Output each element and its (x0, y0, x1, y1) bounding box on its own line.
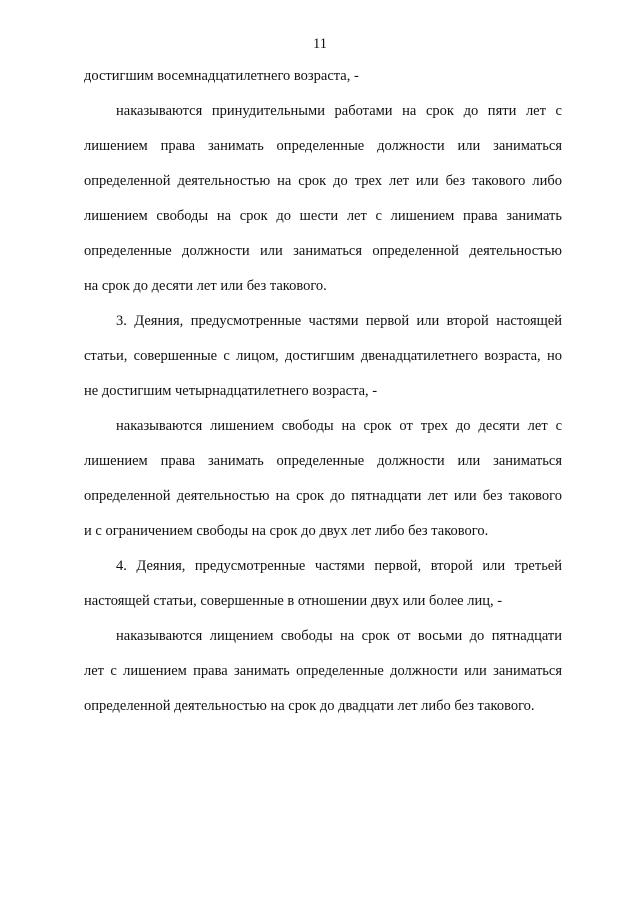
text-line: и с ограничением свободы на срок до двух лет либо без такового. (84, 523, 489, 539)
text-line: 3. Деяния, предусмотренные частями первой или второй настоящей (116, 313, 562, 329)
text-line: не достигшим четырнадцатилетнего возраста, - (84, 383, 378, 399)
text-line: наказываются лищением свободы на срок от восьми до пятнадцати (116, 628, 562, 644)
text-line: определенные должности или заниматься определенной деятельностью (84, 243, 562, 259)
text-line: лишением права занимать определенные должности или заниматься (84, 138, 562, 154)
page-number: 11 (313, 36, 327, 52)
text-line: определенной деятельностью на срок до пятнадцати лет или без такового (84, 488, 562, 504)
text-line: лет с лишением права занимать определенные должности или заниматься (84, 663, 562, 679)
text-line: лишением свободы на срок до шести лет с лишением права занимать (84, 208, 562, 224)
text-line: на срок до десяти лет или без такового. (84, 278, 327, 294)
text-line: достигшим восемнадцатилетнего возраста, - (84, 68, 359, 84)
text-line: 4. Деяния, предусмотренные частями первой, второй или третьей (116, 558, 562, 574)
text-line: настоящей статьи, совершенные в отношении двух или более лиц, - (84, 593, 503, 609)
text-line: наказываются принудительными работами на срок до пяти лет с (116, 103, 562, 119)
text-line: статьи, совершенные с лицом, достигшим двенадцатилетнего возраста, но (84, 348, 562, 364)
text-line: определенной деятельностью на срок до трех лет или без такового либо (84, 173, 562, 189)
text-line: наказываются лишением свободы на срок от трех до десяти лет с (116, 418, 562, 434)
text-line: лишением права занимать определенные должности или заниматься (84, 453, 562, 469)
text-line: определенной деятельностью на срок до двадцати лет либо без такового. (84, 698, 535, 714)
